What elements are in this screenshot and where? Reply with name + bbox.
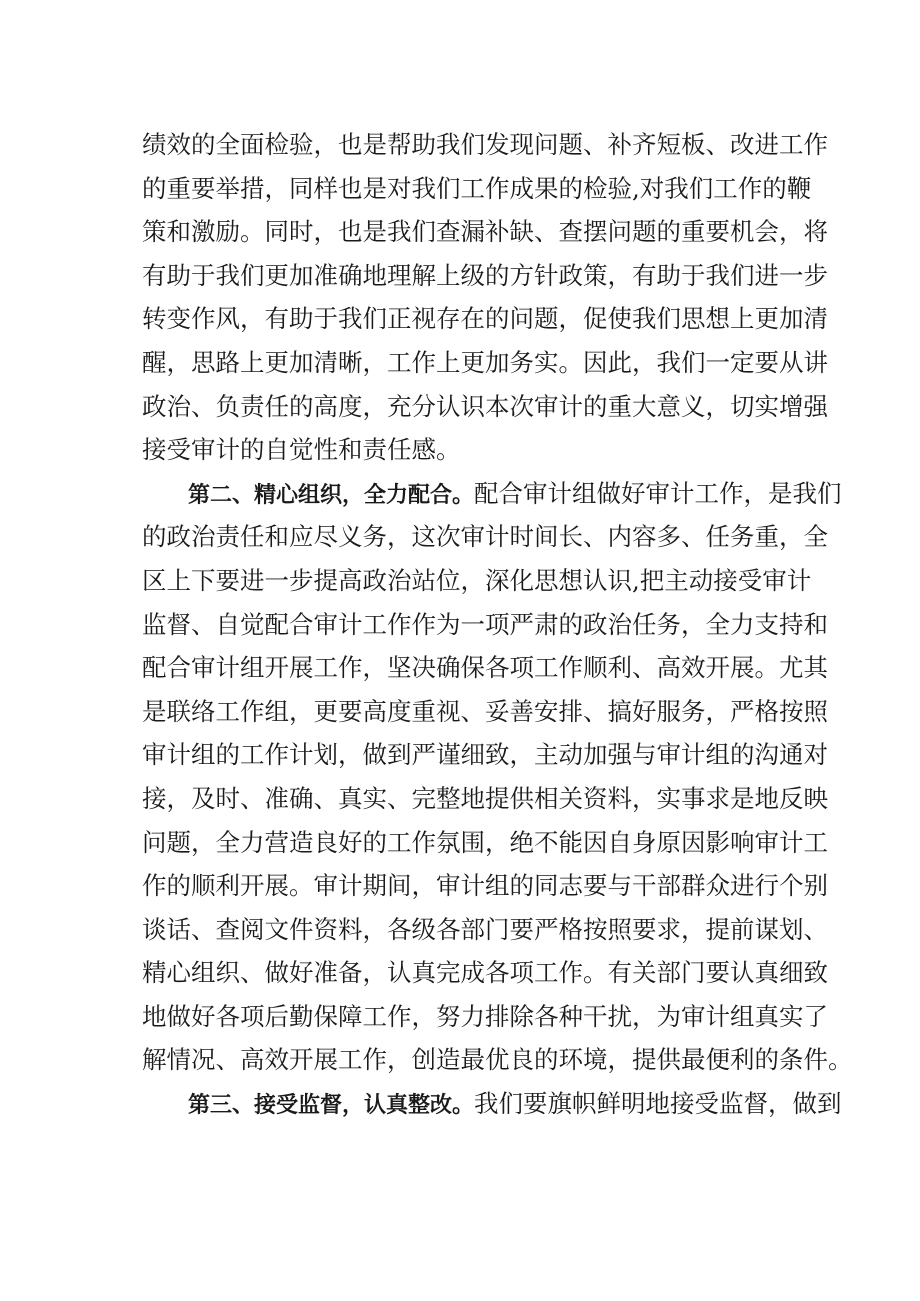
para2-line-8: 接，及时、准确、真实、完整地提供相关资料，实事求是地反映: [142, 783, 828, 813]
para2-line-2: 的政治责任和应尽义务，这次审计时间长、内容多、任务重，全: [142, 522, 828, 552]
para1-line-4: 有助于我们更加准确地理解上级的方针政策，有助于我们进一步: [142, 260, 828, 290]
para3-heading: 第三、接受监督，认真整改。: [188, 1093, 475, 1119]
para2-line-5: 配合审计组开展工作，坚决确保各项工作顺利、高效开展。尤其: [142, 653, 828, 683]
para2-line-10: 作的顺利开展。审计期间，审计组的同志要与干部群众进行个别: [142, 871, 828, 901]
para1-line-6: 醒，思路上更加清晰，工作上更加务实。因此，我们一定要从讲: [142, 347, 828, 377]
para1-line-7: 政治、负责任的高度，充分认识本次审计的重大意义，切实增强: [142, 391, 828, 421]
para2-line-9: 问题，全力营造良好的工作氛围，绝不能因自身原因影响审计工: [142, 827, 828, 857]
para3-line-1: [142, 1082, 842, 1126]
para1-line-1: 绩效的全面检验，也是帮助我们发现问题、补齐短板、改进工作: [142, 130, 828, 159]
para2-line-3: 区上下要进一步提高政治站位，深化思想认识,把主动接受审计: [142, 565, 812, 595]
para2-line-11: 谈话、查阅文件资料，各级各部门要严格按照要求，提前谋划、: [142, 914, 828, 944]
para2-line-14: 解情况、高效开展工作，创造最优良的环境，提供最便利的条件。: [142, 1045, 853, 1075]
para2-line-13: 地做好各项后勤保障工作，努力排除各种干扰，为审计组真实了: [142, 1001, 828, 1031]
para2-line-4: 监督、自觉配合审计工作作为一项严肃的政治任务，全力支持和: [142, 609, 828, 639]
para1-line-3: 策和激励。同时，也是我们查漏补缺、查摆问题的重要机会，将: [142, 217, 828, 247]
para1-line-2: 的重要举措，同样也是对我们工作成果的检验,对我们工作的鞭: [142, 173, 812, 203]
para2-first-line-text: 配合审计组做好审计工作，是我们: [474, 478, 842, 508]
para1-line-8: 接受审计的自觉性和责任感。: [142, 435, 461, 465]
para3-first-line-text: 我们要旗帜鲜明地接受监督，做到: [474, 1089, 842, 1119]
para2-line-1: [142, 472, 842, 516]
para2-heading: 第二、精心组织，全力配合。: [188, 482, 475, 508]
para2-line-6: 是联络工作组，更要高度重视、妥善安排、搞好服务，严格按照: [142, 696, 828, 726]
para2-line-7: 审计组的工作计划，做到严谨细致，主动加强与审计组的沟通对: [142, 740, 828, 770]
document-body: [142, 123, 853, 1126]
para2-line-12: 精心组织、做好准备，认真完成各项工作。有关部门要认真细致: [142, 958, 828, 988]
para1-line-5: 转变作风，有助于我们正视存在的问题，促使我们思想上更加清: [142, 304, 828, 334]
